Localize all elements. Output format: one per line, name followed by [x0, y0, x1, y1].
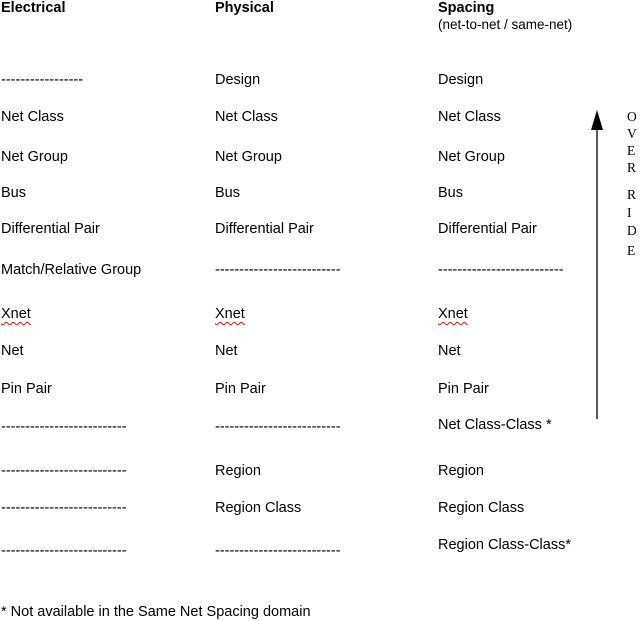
override-letter: D: [627, 223, 637, 238]
spacing-row-region: Region: [438, 463, 484, 479]
spacing-row-bus: Bus: [438, 185, 463, 201]
physical-row-net-class-class: --------------------------: [215, 419, 341, 435]
physical-row-net-class: Net Class: [215, 109, 278, 125]
physical-row-differential-pair: Differential Pair: [215, 221, 314, 237]
spacing-row-net: Net: [438, 343, 461, 359]
physical-row-region-class: Region Class: [215, 500, 302, 516]
electrical-row-region: --------------------------: [1, 463, 127, 479]
spacing-row-xnet: [438, 305, 468, 323]
electrical-row-region-class-class: --------------------------: [1, 543, 127, 559]
xnet-text: Xnet: [215, 306, 245, 322]
physical-row-bus: Bus: [215, 185, 240, 201]
spacing-header: Spacing: [438, 0, 495, 16]
electrical-row-net-group: Net Group: [1, 149, 68, 165]
physical-row-region-class-class: --------------------------: [215, 543, 341, 559]
physical-row-net-group: Net Group: [215, 149, 282, 165]
xnet-text: Xnet: [1, 306, 31, 322]
electrical-row-design: -----------------: [1, 72, 84, 88]
physical-row-pin-pair: Pin Pair: [215, 381, 266, 397]
electrical-row-match-relative-group: Match/Relative Group: [1, 262, 142, 278]
physical-row-region: Region: [215, 463, 261, 479]
spacing-row-differential-pair: Differential Pair: [438, 221, 537, 237]
electrical-row-net-class-class: --------------------------: [1, 419, 127, 435]
electrical-header: Electrical: [1, 0, 66, 16]
spacing-row-region-class: Region Class: [438, 500, 525, 516]
electrical-row-pin-pair: Pin Pair: [1, 381, 52, 397]
electrical-row-bus: Bus: [1, 185, 26, 201]
physical-row-match-relative-group: --------------------------: [215, 262, 341, 278]
override-letter: V: [627, 126, 637, 141]
physical-row-xnet: [215, 305, 245, 323]
override-letter: R: [627, 187, 637, 202]
electrical-row-net-class: Net Class: [1, 109, 64, 125]
spacing-row-pin-pair: Pin Pair: [438, 381, 489, 397]
override-letter: I: [627, 205, 632, 220]
override-arrow-icon: [588, 108, 606, 420]
override-letter: R: [627, 160, 637, 175]
footnote: * Not available in the Same Net Spacing domain: [1, 604, 311, 620]
override-letter: O: [627, 109, 637, 124]
override-letter: E: [627, 243, 636, 258]
override-letter: E: [627, 143, 636, 158]
physical-row-net: Net: [215, 343, 238, 359]
spacing-row-match-relative-group: --------------------------: [438, 262, 564, 278]
electrical-row-differential-pair: Differential Pair: [1, 221, 100, 237]
physical-header: Physical: [215, 0, 274, 16]
spacing-row-region-class-class: Region Class-Class*: [438, 537, 571, 553]
spacing-row-design: Design: [438, 72, 484, 88]
electrical-row-xnet: [1, 305, 31, 323]
electrical-row-net: Net: [1, 343, 24, 359]
spacing-row-net-group: Net Group: [438, 149, 505, 165]
electrical-row-region-class: --------------------------: [1, 500, 127, 516]
spacing-row-net-class-class: Net Class-Class *: [438, 417, 552, 433]
physical-row-design: Design: [215, 72, 261, 88]
xnet-text: Xnet: [438, 306, 468, 322]
spacing-subheader: (net-to-net / same-net): [438, 17, 573, 32]
spacing-row-net-class: Net Class: [438, 109, 501, 125]
